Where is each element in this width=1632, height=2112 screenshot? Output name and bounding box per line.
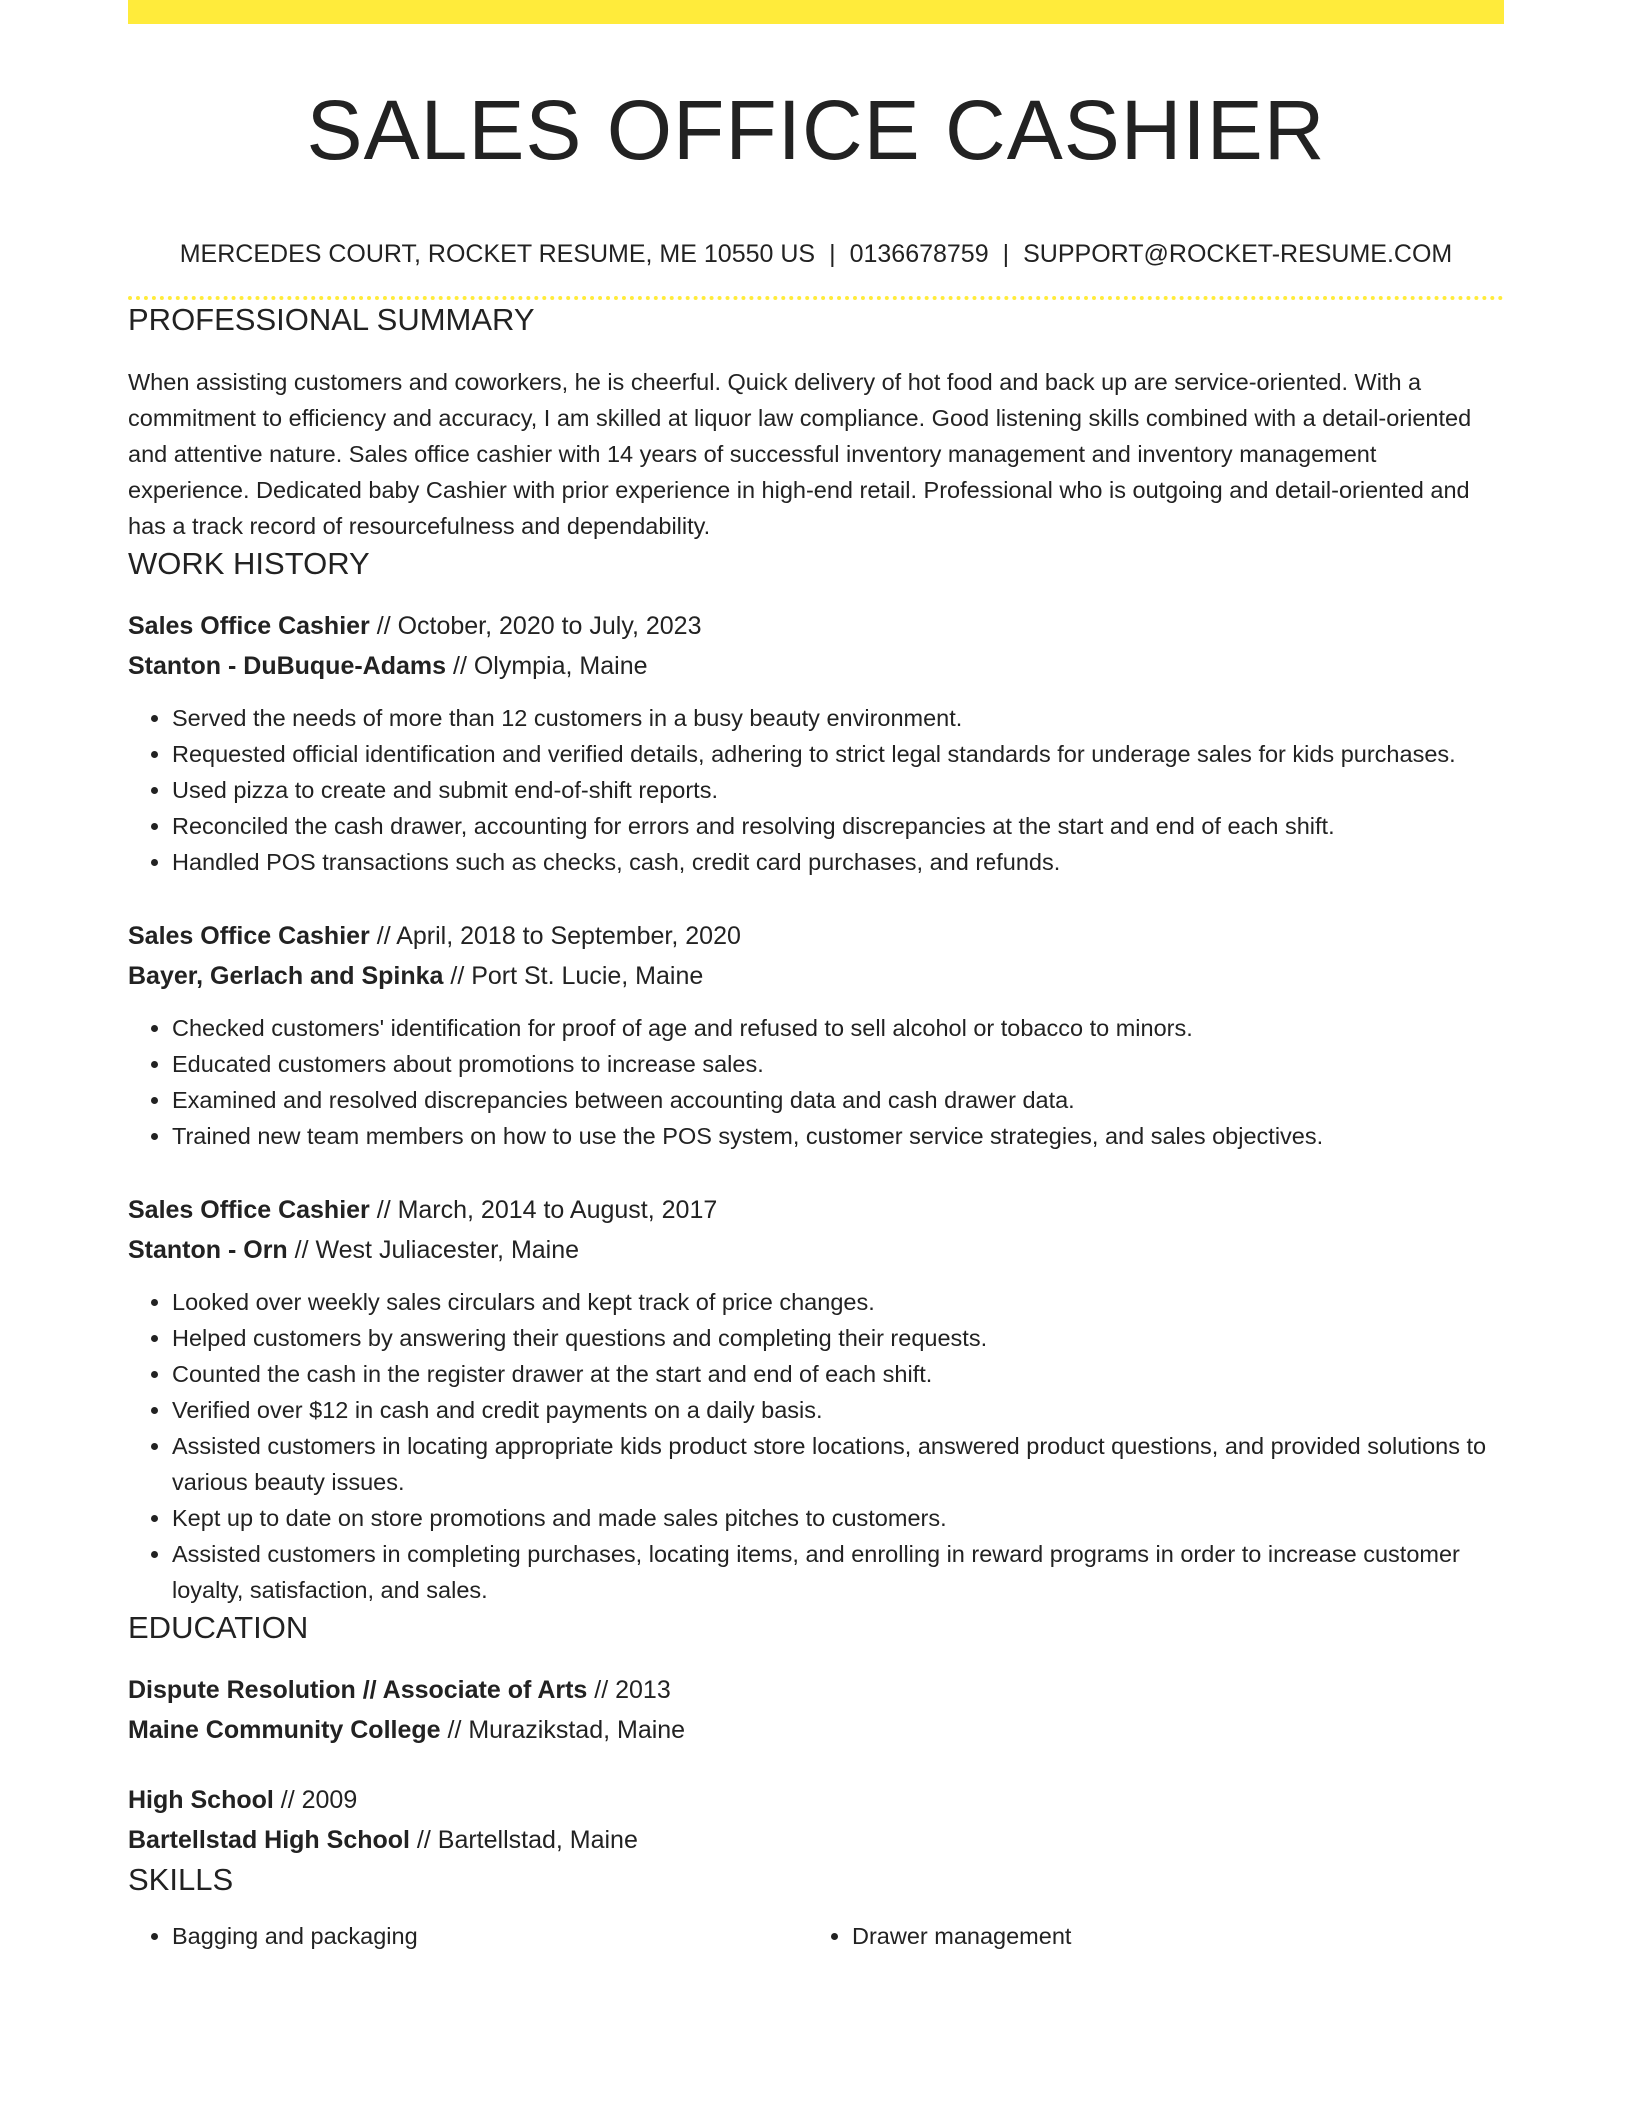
education-school: Bartellstad High School xyxy=(128,1826,410,1854)
job-title-line xyxy=(128,1190,1504,1230)
education-location: // Murazikstad, Maine xyxy=(440,1716,686,1744)
summary-heading: PROFESSIONAL SUMMARY xyxy=(128,302,535,337)
job-company: Stanton - Orn xyxy=(128,1236,288,1264)
job-company-line xyxy=(128,956,1504,996)
contact-line xyxy=(128,238,1504,270)
list-item: • Looked over weekly sales circulars and kept track of price changes. xyxy=(172,1284,1504,1320)
education-degree: Dispute Resolution // Associate of Arts xyxy=(128,1676,588,1704)
education-school: Maine Community College xyxy=(128,1716,441,1744)
job-title-line xyxy=(128,606,1504,646)
skills-right-column xyxy=(808,1918,1488,1954)
job-bullets xyxy=(128,700,1504,880)
job-location: // Olympia, Maine xyxy=(446,652,648,680)
job-role: Sales Office Cashier xyxy=(128,1196,370,1224)
job-entry xyxy=(128,1190,1504,1608)
education-entry xyxy=(128,1670,1504,1750)
list-item: • Drawer management xyxy=(852,1918,1488,1954)
skills-left-column xyxy=(128,1918,808,1954)
work-history-heading: WORK HISTORY xyxy=(128,546,370,581)
list-item: • Kept up to date on store promotions and made sales pitches to customers. xyxy=(172,1500,1504,1536)
list-item: • Verified over $12 in cash and credit payments on a daily basis. xyxy=(172,1392,1504,1428)
contact-separator: | xyxy=(829,240,836,268)
education-school-line xyxy=(128,1710,1504,1750)
list-item: • Used pizza to create and submit end-of-shift reports. xyxy=(172,772,1504,808)
resume-content xyxy=(128,24,1504,1954)
list-item: • Handled POS transactions such as checks, cash, credit card purchases, and refunds. xyxy=(172,844,1504,880)
education-location: // Bartellstad, Maine xyxy=(409,1826,638,1854)
list-item: • Served the needs of more than 12 customers in a busy beauty environment. xyxy=(172,700,1504,736)
job-dates: // April, 2018 to September, 2020 xyxy=(369,922,741,950)
education-heading: EDUCATION xyxy=(128,1610,309,1645)
contact-phone: 0136678759 xyxy=(849,240,989,268)
list-item: • Bagging and packaging xyxy=(172,1918,808,1954)
job-location: // West Juliacester, Maine xyxy=(287,1236,580,1264)
list-item: • Requested official identification and verified details, adhering to strict legal standards for underage sales for kids purchases. xyxy=(172,736,1504,772)
job-bullets xyxy=(128,1284,1504,1608)
job-role: Sales Office Cashier xyxy=(128,612,370,640)
education-year: // 2009 xyxy=(273,1786,358,1814)
education-degree-line xyxy=(128,1670,1504,1710)
education-degree: High School xyxy=(128,1786,274,1814)
job-entry xyxy=(128,916,1504,1154)
contact-separator: | xyxy=(1002,240,1010,268)
list-item: • Trained new team members on how to use the POS system, customer service strategies, and sales objectives. xyxy=(172,1118,1504,1154)
job-dates: // March, 2014 to August, 2017 xyxy=(369,1196,718,1224)
job-location: // Port St. Lucie, Maine xyxy=(443,962,704,990)
job-title-line xyxy=(128,916,1504,956)
education-year: // 2013 xyxy=(587,1676,671,1704)
list-item: • Checked customers' identification for proof of age and refused to sell alcohol or tobacco to minors. xyxy=(172,1010,1504,1046)
job-entry xyxy=(128,606,1504,880)
list-item: • Assisted customers in locating appropriate kids product store locations, answered product questions, and provided solutions to various beauty issues. xyxy=(172,1428,1504,1500)
summary-text: When assisting customers and coworkers, he is cheerful. Quick delivery of hot food and back up are service-oriented. With a commitment to efficiency and accuracy, I am skilled at liquor law compliance. Good listening skills combined with a detail-oriented and attentive nature. Sales office cashier with 14 years of successful inventory management and inventory management experience. Dedicated baby Cashier with prior experience in high-end retail. Professional who is outgoing and detail-oriented and has a track record of resourcefulness and dependability. xyxy=(128,369,1472,539)
list-item: • Counted the cash in the register drawer at the start and end of each shift. xyxy=(172,1356,1504,1392)
job-company: Stanton - DuBuque-Adams xyxy=(128,652,447,680)
education-entry xyxy=(128,1780,1504,1860)
list-item: • Examined and resolved discrepancies between accounting data and cash drawer data. xyxy=(172,1082,1504,1118)
education-degree-line xyxy=(128,1780,1504,1820)
skills-heading: SKILLS xyxy=(128,1862,234,1897)
job-company-line xyxy=(128,1230,1504,1270)
resume-name: SALES OFFICE CASHIER xyxy=(306,83,1326,177)
job-company-line xyxy=(128,646,1504,686)
job-company: Bayer, Gerlach and Spinka xyxy=(128,962,444,990)
job-bullets xyxy=(128,1010,1504,1154)
accent-top-bar xyxy=(128,0,1504,24)
contact-email: SUPPORT@ROCKET-RESUME.COM xyxy=(1023,240,1453,268)
list-item: • Reconciled the cash drawer, accounting for errors and resolving discrepancies at the start and end of each shift. xyxy=(172,808,1504,844)
education-school-line xyxy=(128,1820,1504,1860)
contact-address: MERCEDES COURT, ROCKET RESUME, ME 10550 US xyxy=(179,240,816,268)
skills-columns xyxy=(128,1918,1504,1954)
list-item: • Assisted customers in completing purchases, locating items, and enrolling in reward programs in order to increase customer loyalty, satisfaction, and sales. xyxy=(172,1536,1504,1608)
list-item: • Educated customers about promotions to increase sales. xyxy=(172,1046,1504,1082)
list-item: • Helped customers by answering their questions and completing their requests. xyxy=(172,1320,1504,1356)
job-role: Sales Office Cashier xyxy=(128,922,370,950)
job-dates: // October, 2020 to July, 2023 xyxy=(369,612,702,640)
